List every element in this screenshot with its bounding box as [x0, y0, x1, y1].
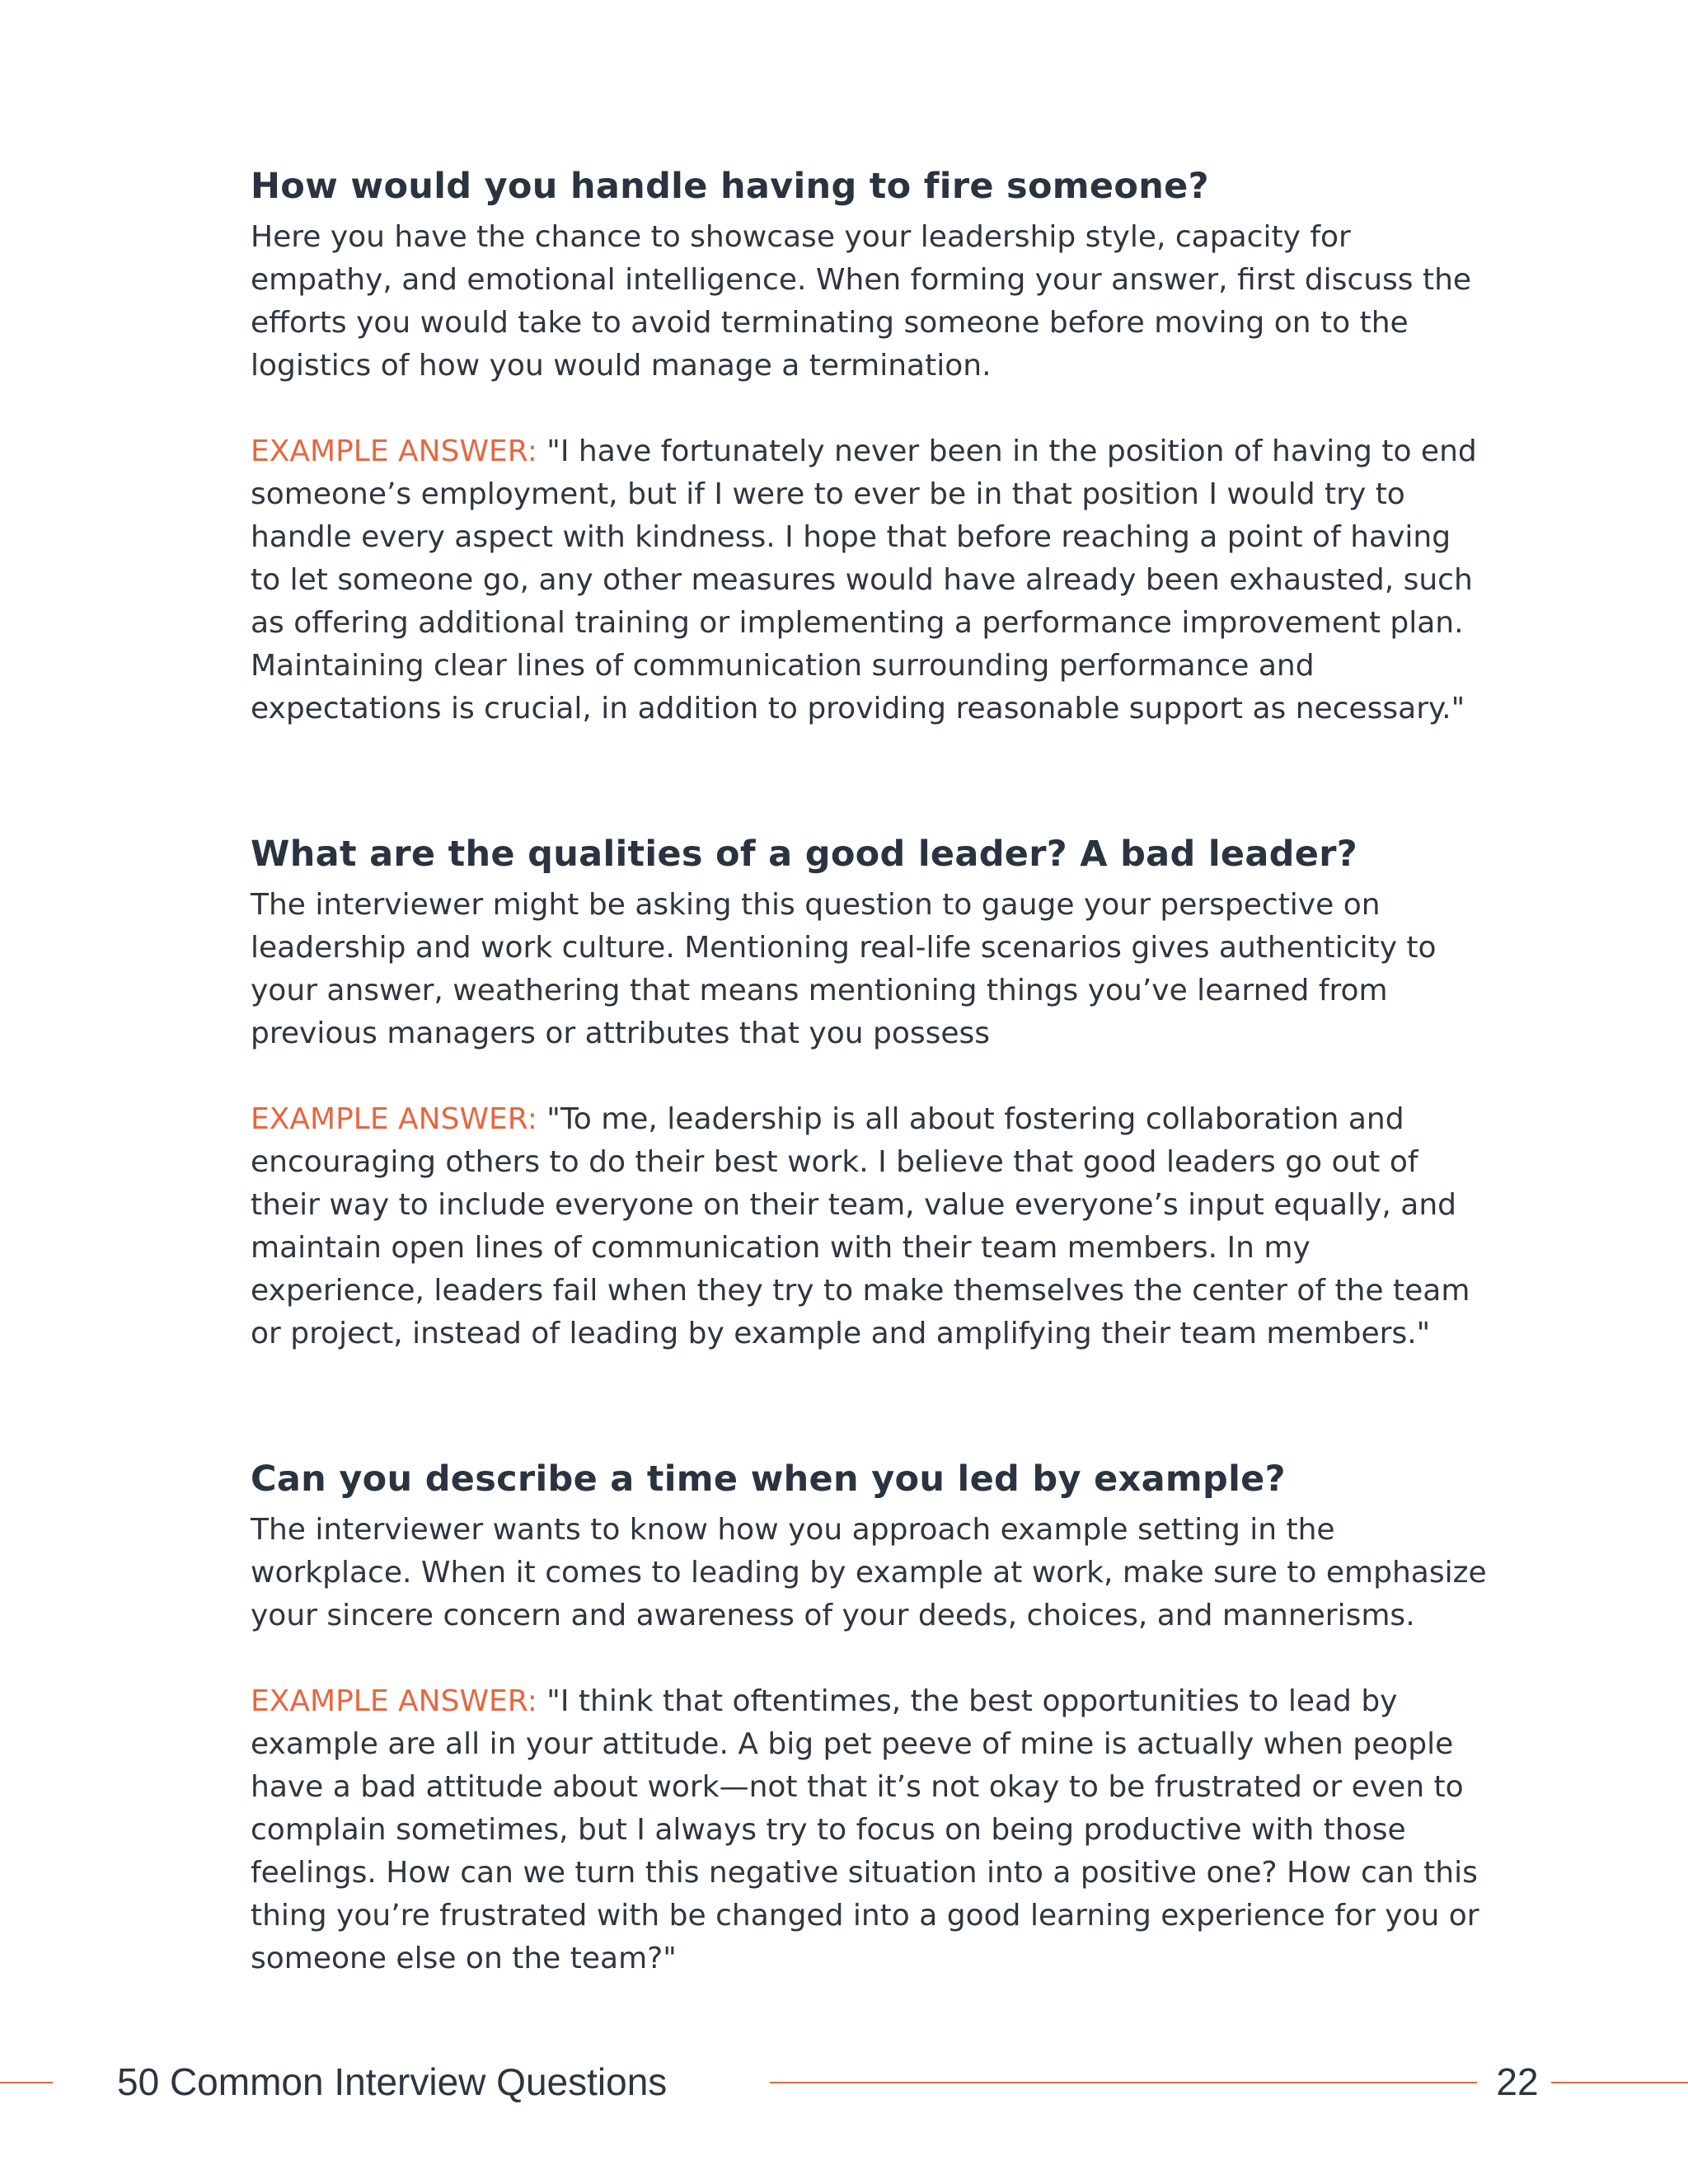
page-number: 22 [1496, 2060, 1539, 2103]
example-answer [251, 430, 1487, 730]
example-answer-label: EXAMPLE ANSWER: [251, 1102, 537, 1136]
question-section-1 [251, 162, 1487, 730]
example-answer-text: "I think that oftentimes, the best opportunities to lead by example are all in your attitude. A big pet peeve of mine is actually when people have a bad attitude about work—not that it’s not okay to be frustrated or even to complain sometimes, but I always try to focus on being productive with those feelings. How can we turn this negative situation into a positive one? How can this thing you’re frustrated with be changed into a good learning experience for you or someone else on the team?" [251, 1684, 1479, 1975]
page-footer [0, 2053, 1688, 2111]
question-title: How would you handle having to fire someone? [251, 166, 1209, 207]
footer-rule-middle [770, 2082, 1477, 2083]
question-description: Here you have the chance to showcase your leadership style, capacity for empathy, and emotional intelligence. When forming your answer, first discuss the efforts you would take to avoid terminating someone before moving on to the logistics of how you would manage a termination. [251, 220, 1472, 383]
page-content [251, 162, 1487, 1980]
question-title: What are the qualities of a good leader? A bad leader? [251, 834, 1357, 875]
example-answer-text: "To me, leadership is all about fostering collaboration and encouraging others to do their best work. I believe that good leaders go out of their way to include everyone on their team, value everyone’s input equally, and maintain open lines of communication with their team members. In my experience, leaders fail when they try to make themselves the center of the team or project, instead of leading by example and amplifying their team members." [251, 1102, 1470, 1350]
example-answer-label: EXAMPLE ANSWER: [251, 434, 537, 468]
example-answer-text: "I have fortunately never been in the position of having to end someone’s employment, but if I were to ever be in that position I would try to handle every aspect with kindness. I hope that before reaching a point of having to let someone go, any other measures would have already been exhausted, such as offering additional training or implementing a performance improvement plan. Maintaining clear lines of communication surrounding performance and expectations is crucial, in addition to providing reasonable support as necessary." [251, 434, 1477, 726]
example-answer [251, 1098, 1487, 1355]
question-description: The interviewer wants to know how you approach example setting in the workplace. When it comes to leading by example at work, make sure to emphasize your sincere concern and awareness of your deeds, choices, and mannerisms. [251, 1513, 1487, 1632]
example-answer-label: EXAMPLE ANSWER: [251, 1684, 537, 1718]
footer-rule-right [1551, 2082, 1688, 2083]
question-section-2 [251, 829, 1487, 1355]
question-title: Can you describe a time when you led by example? [251, 1458, 1286, 1500]
question-section-3 [251, 1454, 1487, 1980]
question-description: The interviewer might be asking this question to gauge your perspective on leadership and work culture. Mentioning real-life scenarios gives authenticity to your answer, weathering that means mentioning things you’ve learned from previous managers or attributes that you possess [251, 888, 1437, 1050]
footer-rule-left [0, 2082, 53, 2083]
example-answer [251, 1680, 1487, 1980]
footer-document-title: 50 Common Interview Questions [117, 2060, 668, 2103]
